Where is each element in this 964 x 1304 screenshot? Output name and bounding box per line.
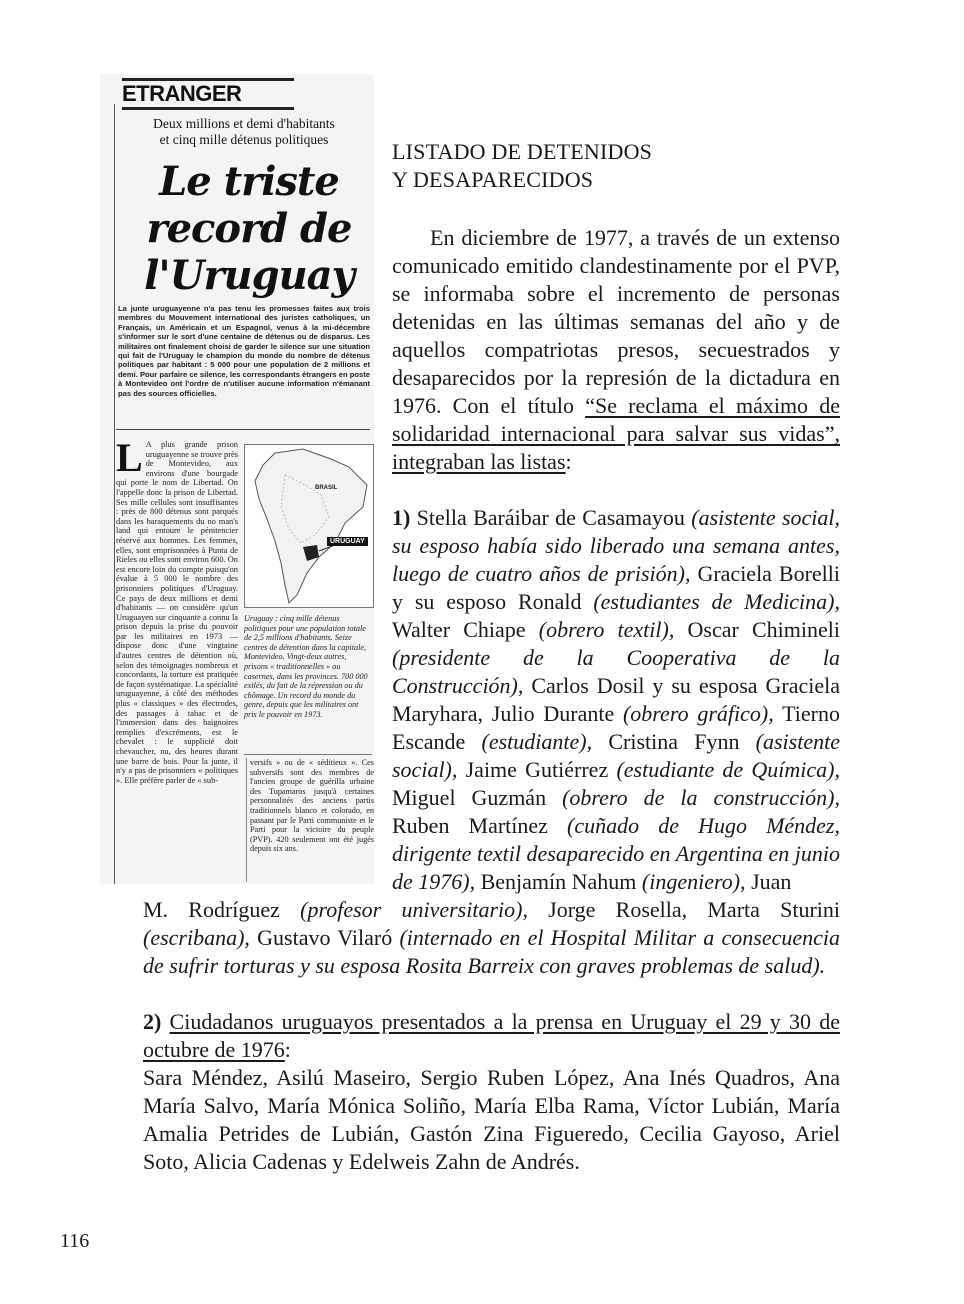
map-label-uruguay: URUGUAY <box>327 537 368 546</box>
south-america-map <box>244 444 374 608</box>
map-caption: Uruguay : cinq mille détenus politiques pour une population totale de 2,5 millions d'habitants. Seize centres de détention dans la capitale, Montevideo. Vingt-deux autres, prisons « traditionnelles » ou casernes, dans les provinces. 700 000 exilés, du fait de la répression ou du chômage. Un record du monde du genre, depuis que les militaires ont pris le pouvoir en 1973. <box>244 614 372 755</box>
section-heading <box>392 138 840 194</box>
list-entry-note: (estudiantes de Medicina), <box>593 589 840 614</box>
list-entry: Ruben Martínez <box>392 813 568 838</box>
intro-quoted-title: “Se reclama el máximo de solidaridad internacional para salvar sus vidas”, integraban las listas <box>392 393 840 474</box>
clipping-headline-line: l'Uruguay <box>144 252 354 299</box>
intro-text: En diciembre de 1977, a través de un extenso comunicado emitido clandestinamente por el PVP, se informaba sobre el incremento de personas detenidas en las últimas semanas del año y de aquellos compatriotas presos, secuestrados y desaparecidos por la represión de la dictadura en 1976. Con el título <box>392 225 840 418</box>
detainee-list-2 <box>143 1008 840 1176</box>
list-entry: Benjamín Nahum <box>475 869 642 894</box>
list-entry: Oscar Chimineli <box>674 617 841 642</box>
clipping-kicker-line: Deux millions et demi d'habitants <box>153 116 335 131</box>
clipping-divider <box>116 429 370 430</box>
newspaper-clipping <box>100 74 374 884</box>
list-entry: Miguel Guzmán <box>392 785 563 810</box>
list-entry-note: (ingeniero), <box>641 869 746 894</box>
list-entry-note: (estudiante de Química), <box>616 757 841 782</box>
list-entry: Jaime Gutiérrez <box>457 757 617 782</box>
list-2-title: Ciudadanos uruguayos presentados a la prensa en Uruguay el 29 y 30 de octubre de 1976 <box>143 1009 840 1062</box>
list-entry: Tierno Escande <box>392 701 840 754</box>
intro-colon: : <box>565 449 572 474</box>
clipping-column-1-text: A plus grande prison uruguayenne se trouve près de Montevideo, aux environs d'une bourgade qui porte le nom de Libertad. On l'appelle donc la prison de Libertad. Ses mille cellules sont insuffisantes : près de 800 détenus sont parqués dans les baraquements du no man's land qui entoure le pénitencier réservé aux hommes. Les femmes, elles, sont emprisonnées à Punta de Rieles ou elles sont environ 600. On est encore loin du compte puisqu'on évalue à 5 000 le nombre des prisonniers politiques d'Uruguay. Ce pays de deux millions et demi d'habitants — on considère qu'un Uruguayen sur cinquante a connu la prison depuis la prise du pouvoir par les militaires en 1973 — dispose donc d'une vingtaine d'autres centres de détention où, selon des témoignages nombreux et concordants, la torture est pratiquée de façon systématique. La spécialité uruguayenne, à côté des méthodes plus « classiques » des électrodes, des passages à tabac et de l'immersion dans des baignoires remplies d'excréments, est le chevalet : le supplicié doit chevaucher, nu, des heures durant une barre de bois. Pour la junte, il n'y a pas de prisonniers « politiques ». Elle préfère parler de « sub- <box>116 440 238 785</box>
list-entry: Carlos Dosil y su esposa Graciela Maryhara, Julio Durante <box>392 673 840 726</box>
list-entry-note: (obrero de la construcción), <box>562 785 840 810</box>
clipping-column-1 <box>116 440 238 880</box>
intro-paragraph <box>392 224 840 476</box>
list-entry: Juan <box>745 869 792 894</box>
clipping-kicker-line: et cinq mille détenus politiques <box>159 132 329 147</box>
list-entry-note: (escribana), <box>143 925 250 950</box>
page-number: 116 <box>60 1230 90 1252</box>
list-entry-note: (cuñado de Hugo Méndez, dirigente textil desaparecido en Argentina en junio de 1976), <box>392 813 840 894</box>
clipping-headline-line: record de <box>146 205 352 252</box>
list-entry-note: (profesor universitario), <box>300 897 528 922</box>
list-entry-note: (asistente social), <box>392 729 840 782</box>
list-entry: Graciela Borelli y su esposo Ronald <box>392 561 840 614</box>
list-entry-note: (obrero textil), <box>538 617 675 642</box>
map-drawing <box>245 445 373 607</box>
list-entry-note: (asistente social, su esposo había sido liberado una semana antes, luego de cuatro años de prisión), <box>392 505 840 586</box>
clipping-section-title: ETRANGER <box>122 78 294 110</box>
list-entry-note: (obrero gráfico), <box>622 701 774 726</box>
clipping-column-2: versifs » ou de « séditieux ». Ces subversifs sont des membres de l'ancien groupe de guérilla urbaine des Tupamaros jusqu'à certaines personnalités des anciens partis traditionnels blanco et colorado, en passant par le Parti communiste et le Parti pour la victoire du peuple (PVP). 420 seulement ont été jugés depuis six ans. <box>246 758 374 882</box>
clipping-intro: La junte uruguayenne n'a pas tenu les promesses faites aux trois membres du Mouvement international des juristes catholiques, un Français, un Américain et un Espagnol, venus à la mi-décembre s'informer sur le sort d'une centaine de détenus ou de disparus. Les militaires ont finalement choisi de garder le silence sur une situation qui fait de l'Uruguay le champion du monde du nombre de détenus politiques par habitant : 5 000 pour une population de 2 millions et demi. Pour parfaire ce silence, les correspondants étrangers en poste à Montevideo ont l'ordre de n'utiliser aucune information n'émanant pas des sources officielles. <box>118 304 370 398</box>
list-number: 2) <box>143 1009 162 1034</box>
list-entry: Cristina Fynn <box>592 729 756 754</box>
section-heading-line: LISTADO DE DETENIDOS <box>392 139 653 164</box>
list-entry: Jorge Rosella, Marta Sturini <box>527 897 841 922</box>
list-entry-note: (internado en el Hospital Militar a consecuencia de sufrir torturas y su esposa Rosita Barreix con graves problemas de salud). <box>143 925 841 978</box>
detainee-list-1 <box>392 504 840 896</box>
clipping-headline-line: Le triste <box>159 158 339 205</box>
section-heading-line: Y DESAPARECIDOS <box>392 167 594 192</box>
list-entry-note: (presidente de la Cooperativa de la Construcción), <box>392 645 840 698</box>
list-entry: Gustavo Vilaró <box>249 925 400 950</box>
clipping-kicker <box>118 116 370 148</box>
list-number: 1) <box>392 505 411 530</box>
list-entry: Stella Baráibar de Casamayou <box>410 505 692 530</box>
list-2-names: Sara Méndez, Asilú Maseiro, Sergio Ruben López, Ana Inés Quadros, Ana María Salvo, María Mónica Soliño, María Elba Rama, Víctor Lubián, María Amalia Petrides de Lubián, Gastón Zina Figueredo, Cecilia Gayoso, Ariel Soto, Alicia Cadenas y Edelweis Zahn de Andrés. <box>143 1065 840 1174</box>
clipping-column-rule <box>114 104 115 884</box>
list-entry-note: (estudiante), <box>481 729 593 754</box>
list-entry: M. Rodríguez <box>143 897 301 922</box>
list-entry: Walter Chiape <box>392 617 539 642</box>
detainee-list-1-continued <box>143 896 840 980</box>
clipping-headline <box>124 158 374 299</box>
list-2-colon: : <box>284 1037 291 1062</box>
clipping-dropcap: L <box>116 440 143 480</box>
map-label-brasil: BRASIL <box>315 485 338 491</box>
